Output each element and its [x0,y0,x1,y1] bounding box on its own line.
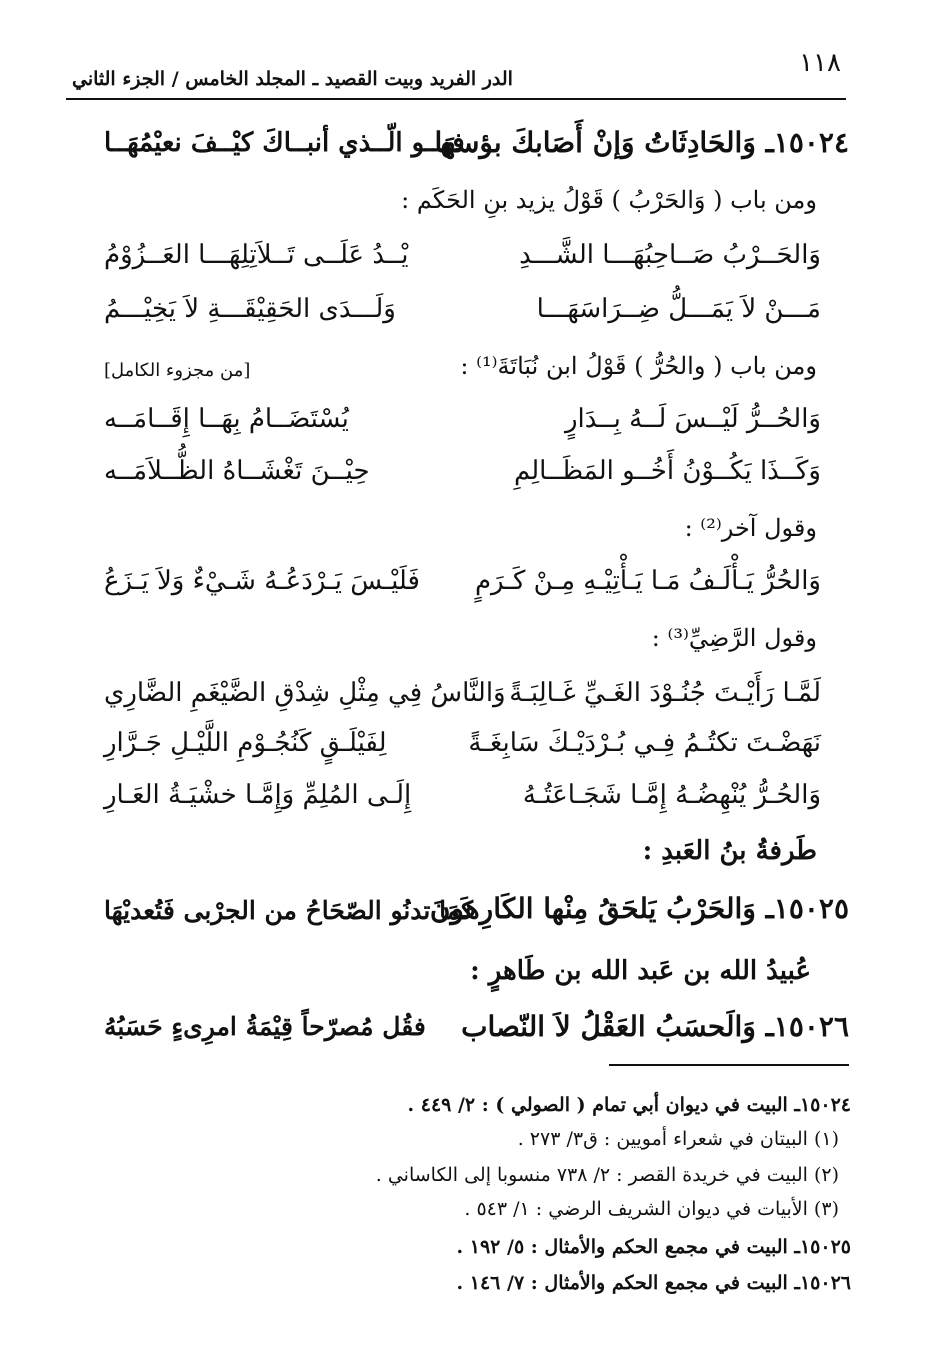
footnote-15024: ١٥٠٢٤ـ البيت في ديوان أبي تمام ( الصولي ) : ٢/ ٤٤٩ . [407,1094,851,1116]
intro-yazid: ومن باب ( وَالحَرْبُ ) قَوْلُ يزيد بنِ الحَكَم : [401,186,817,214]
poet-ubaidullah: عُبيدُ الله بن عَبد الله بن طَاهرٍ : [470,956,811,986]
verse-another-left: فَلَيْـسَ يَـرْدَعُـهُ شَـيْءٌ وَلاَ يَـزَعُ [104,566,420,596]
verse-radi-2-left: لِفَيْلَـقٍ كَنُجُـوْمِ اللَّيْـلِ جَـرَّارِ [104,728,387,758]
intro-radi: وقول الرَّضِيِّ⁽³⁾ : [651,624,817,652]
header-rule [66,98,846,100]
verse-yazid-2-right: مَـــنْ لاَ يَمَـــلُّ ضِــرَاسَهَـــا [536,294,821,324]
poet-tarafa: طَرفةُ بنُ العَبدِ : [642,836,817,866]
page-number: ١١٨ [799,48,841,78]
verse-radi-1-left: وَالنَّاسُ فِي مِثْلِ شِدْقِ الضَّيْغَمِ الضَّارِي [104,678,506,708]
footnote-15026: ١٥٠٢٦ـ البيت في مجمع الحكم والأمثال : ٧/ ١٤٦ . [456,1272,851,1294]
footnote-15025: ١٥٠٢٥ـ البيت في مجمع الحكم والأمثال : ٥/ ١٩٢ . [456,1236,851,1258]
verse-15024-left: فهــو الّــذي أنبــاكَ كيْــفَ نعيْمُهَــا [104,128,465,158]
verse-15025-right: ١٥٠٢٥ـ وَالحَرْبُ يَلحَقُ مِنْها الكَارِهونَ [429,892,849,925]
verse-yazid-1-left: يْــدُ عَلَــى تَــلاَتِلِهَـــا العَــزُوْمُ [104,240,409,270]
verse-15024-right: ١٥٠٢٤ـ وَالحَادِثَاتُ وَإنْ أَصَابكَ بؤسهَا [434,126,849,159]
footnote-3: (٣) الأبيات في ديوان الشريف الرضي : ١/ ٥٤٣ . [464,1198,839,1220]
verse-15025-left: كَمَا تدنُو الصّحَاحُ من الجرْبى فَتُعديْهَا [104,896,474,925]
verse-15026-left: فقُل مُصرّحاً قِيْمَةُ امرِىءٍ حَسَبُهُ [104,1012,426,1041]
footnote-1: (١) البيتان في شعراء أمويين : ق٣/ ٢٧٣ . [517,1128,839,1150]
meter-label: [من مجزوء الكامل] [104,360,251,381]
footnote-rule [609,1064,849,1066]
verse-radi-2-right: نَهَضْـتَ تكتُـمُ فِـي بُـرْدَيْـكَ سَابِغَـةً [468,728,821,758]
footnote-2: (٢) البيت في خريدة القصر : ٢/ ٧٣٨ منسوبا إلى الكاساني . [375,1164,839,1186]
verse-nubata-2-right: وَكَــذَا يَكُــوْنُ أَخُــو المَظَــالِمِ [513,456,821,486]
verse-radi-3-right: وَالحُـرُّ يُنْهِضُـهُ إِمَّـا شَجَـاعَتُـهُ [522,780,821,810]
verse-yazid-2-left: وَلَـــدَى الحَقِيْقَـــةِ لاَ يَخِيْـــمُ [104,294,396,324]
running-title: الدر الفريد وبيت القصيد ـ المجلد الخامس / الجزء الثاني [72,68,513,90]
verse-yazid-1-right: وَالحَــرْبُ صَــاحِبُهَـــا الشَّـــدِ [519,240,821,270]
verse-15026-right: ١٥٠٢٦ـ وَالَحسَبُ العَقْلُ لاَ النّصاب [461,1010,849,1043]
verse-radi-1-right: لَمَّـا رَأَيْـتَ جُنُـوْدَ الغَـيِّ غَـالِبَـةً [509,678,821,708]
verse-another-right: وَالحُرُّ يَـأْلَـفُ مَـا يَـأْتِيْـهِ مِـنْ كَـرَمٍ [474,566,821,596]
verse-nubata-1-right: وَالحُــرُّ لَيْــسَ لَــهُ بِــدَارٍ [564,404,821,434]
intro-another: وقول آخر⁽²⁾ : [684,514,817,542]
verse-nubata-1-left: يُسْتَضَــامُ بِهَــا إِقَــامَــه [104,404,349,434]
verse-nubata-2-left: حِيْــنَ تَغْشَــاهُ الظُّــلاَمَــه [104,456,370,486]
verse-radi-3-left: إِلَـى المُلِمِّ وَإِمَّـا خشْيَـةُ العَـارِ [104,780,412,810]
intro-ibn-nubata: ومن باب ( والحُرُّ ) قَوْلُ ابن نُبَاتَةَ⁽¹⁾ : [460,352,817,380]
